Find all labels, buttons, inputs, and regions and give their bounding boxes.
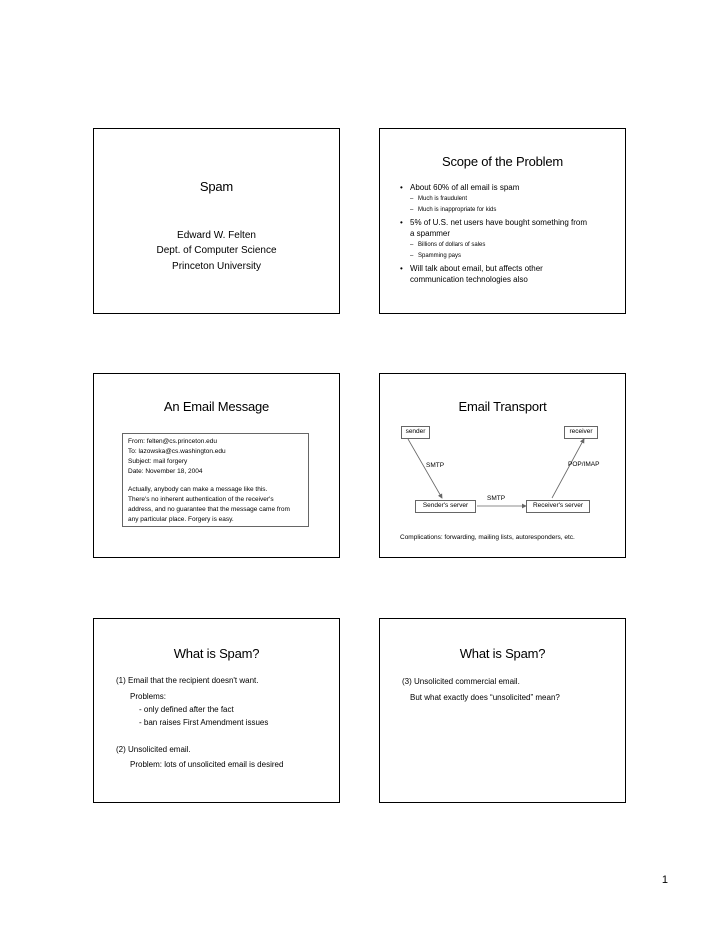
- bullet-continuation: communication technologies also: [410, 275, 528, 284]
- receiver-server-node: Receiver's server: [526, 500, 590, 513]
- slide-title-text: What is Spam?: [173, 646, 260, 661]
- slide-scope: [379, 128, 626, 314]
- pop-imap-label: POP/IMAP: [568, 461, 600, 468]
- smtp-label: SMTP: [426, 462, 445, 469]
- slide-email-message: [93, 373, 340, 558]
- problems-label: Problems:: [130, 692, 167, 701]
- definition-line: (1) Email that the recipient doesn't want.: [116, 676, 259, 685]
- bullet: • 5% of U.S. net users have bought something from: [400, 218, 587, 227]
- problem-item: Problem: lots of unsolicited email is desired: [130, 760, 284, 769]
- slide-what-is-spam-1: [93, 618, 340, 803]
- email-to: To: lazowska@cs.washington.edu: [128, 448, 226, 455]
- complications-note: Complications: forwarding, mailing lists, autoresponders, etc.: [400, 534, 575, 541]
- department: Dept. of Computer Science: [156, 245, 277, 256]
- slide-what-is-spam-2: [379, 618, 626, 803]
- question-line: But what exactly does “unsolicited” mean?: [410, 693, 560, 702]
- problem-item: - ban raises First Amendment issues: [139, 718, 269, 727]
- email-body-line: Actually, anybody can make a message like this.: [128, 486, 268, 493]
- slide-title-text: An Email Message: [163, 399, 270, 414]
- email-body-line: any particular place. Forgery is easy.: [128, 516, 234, 523]
- sub-bullet: – Much is inappropriate for kids: [410, 207, 497, 213]
- email-from: From: felten@cs.princeton.edu: [128, 438, 217, 445]
- receiver-node: receiver: [564, 426, 598, 439]
- page-number: 1: [661, 874, 668, 886]
- email-body-line: address, and no guarantee that the message came from: [128, 506, 290, 513]
- definition-line: (3) Unsolicited commercial email.: [402, 677, 520, 686]
- university: Princeton University: [172, 261, 261, 272]
- sub-bullet: – Billions of dollars of sales: [410, 242, 486, 248]
- author-name: Edward W. Felten: [177, 230, 256, 241]
- bullet: • Will talk about email, but affects other: [400, 264, 543, 273]
- bullet-continuation: a spammer: [410, 229, 451, 238]
- bullet: • About 60% of all email is spam: [400, 183, 520, 192]
- email-example-box: [122, 433, 309, 527]
- problem-item: - only defined after the fact: [139, 705, 234, 714]
- email-body-line: There's no inherent authentication of the receiver's: [128, 496, 274, 503]
- sub-bullet: – Spamming pays: [410, 253, 462, 259]
- slide-title-text: Spam: [199, 179, 234, 194]
- slide-title-text: Email Transport: [458, 399, 547, 414]
- slide-title-text: Scope of the Problem: [441, 154, 564, 169]
- smtp-label: SMTP: [487, 495, 506, 502]
- email-subject: Subject: mail forgery: [128, 458, 188, 465]
- slide-email-transport: [379, 373, 626, 558]
- slide-title: [93, 128, 340, 314]
- definition-line: (2) Unsolicited email.: [116, 745, 191, 754]
- sender-server-node: Sender's server: [415, 500, 476, 513]
- server-to-receiver-arrow: [552, 439, 584, 498]
- sub-bullet: – Much is fraudulent: [410, 196, 468, 202]
- email-date: Date: November 18, 2004: [128, 468, 203, 475]
- sender-node: sender: [401, 426, 430, 439]
- slide-title-text: What is Spam?: [459, 646, 546, 661]
